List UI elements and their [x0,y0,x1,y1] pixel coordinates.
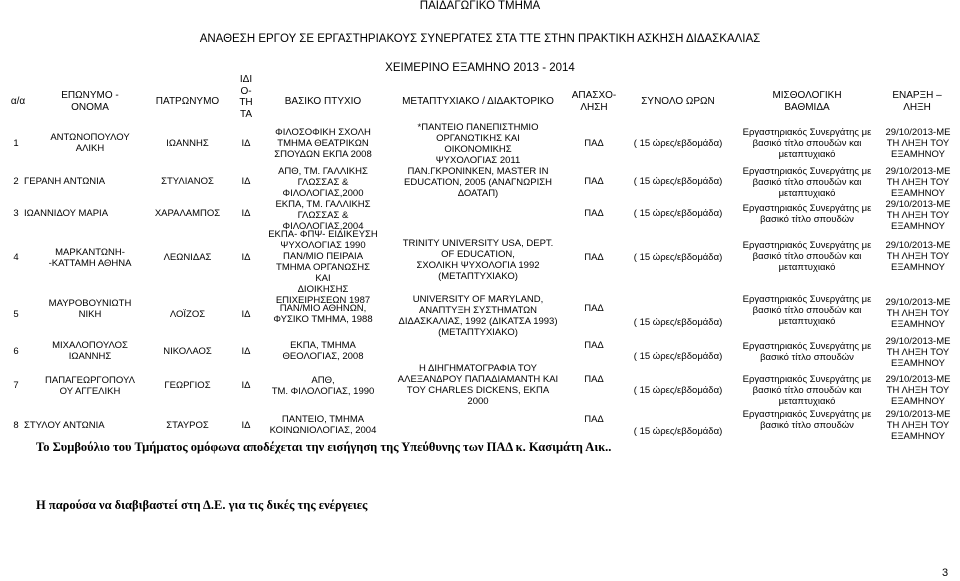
row-grade: Εργαστηριακός Συνεργάτης με βασικό τίτλο σπουδών [742,409,872,431]
document-subtitle: ΑΝΑΘΕΣΗ ΕΡΓΟΥ ΣΕ ΕΡΓΑΣΤΗΡΙΑΚΟΥΣ ΣΥΝΕΡΓΑΤΕΣ ΣΤΑ ΤΤΕ ΣΤΗΝ ΠΡΑΚΤΙΚΗ ΑΣΚΗΣΗ ΔΙΔΑΣΚΑΛΙΑΣ [199,33,761,45]
row-grade: Εργαστηριακός Συνεργάτης με βασικό τίτλο σπουδών και μεταπτυχιακό [742,294,872,327]
row-father: ΙΩΑΝΝΗΣ [166,138,209,149]
col-header-idi: ΙΔΙ Ο- ΤΗ ΤΑ [239,74,253,120]
row-grade: Εργαστηριακός Συνεργάτης με βασικό τίτλο σπουδών και μεταπτυχιακό [742,240,872,273]
row-name: ΓΕΡΑΝΗ ΑΝΤΩΝΙΑ [24,176,106,187]
row-father: ΧΑΡΑΛΑΜΠΟΣ [154,208,221,219]
row-employment: ΠΑΔ [584,208,604,219]
semester-title: ΧΕΙΜΕΡΙΝΟ ΕΞΑΜΗΝΟ 2013 - 2014 [385,62,575,74]
row-hours: ( 15 ώρες/εβδομάδα) [633,385,723,396]
row-employment: ΠΑΔ [584,252,604,263]
col-header-master: ΜΕΤΑΠΤΥΧΙΑΚΟ / ΔΙΔΑΚΤΟΡΙΚΟ [402,96,554,107]
row-employment: ΠΑΔ [584,340,604,351]
row-father: ΛΟΪΖΟΣ [169,309,206,320]
row-master: *ΠΑΝΤΕΙΟ ΠΑΝΕΠΙΣΤΗΜΙΟ ΟΡΓΑΝΩΤΙΚΗΣ ΚΑΙ ΟΙΚΟΝΟΜΙΚΗΣ ΨΥΧΟΛΟΓΙΑΣ 2011 [417,122,539,166]
council-decision: Το Συμβούλιο του Τμήματος ομόφωνα αποδέχεται την εισήγηση της Υπεύθυνης των ΠΑΔ κ. Κασιμάτη Αικ.. [36,440,612,454]
row-employment: ΠΑΔ [584,374,604,385]
row-name: ΙΩΑΝΝΙΔΟΥ ΜΑΡΙΑ [24,208,109,219]
row-hours: ( 15 ώρες/εβδομάδα) [633,176,723,187]
row-degree: ΑΠΘ, ΤΜ. ΓΑΛΛΙΚΗΣ ΓΛΩΣΣΑΣ & ΦΙΛΟΛΟΓΙΑΣ,2000 [278,166,368,199]
row-name: ΣΤΥΛΟΥ ΑΝΤΩΝΙΑ [24,420,105,431]
row-start: 29/10/2013-ΜΕ ΤΗ ΛΗΞΗ ΤΟΥ ΕΞΑΜΗΝΟΥ [885,336,951,369]
row-degree: ΕΚΠΑ, ΤΜΗΜΑ ΘΕΟΛΟΓΙΑΣ, 2008 [282,340,364,362]
col-header-aa: α/α [10,96,26,107]
row-grade: Εργαστηριακός Συνεργάτης με βασικό τίτλο σπουδών και μεταπτυχιακό [742,374,872,407]
row-idi: ΙΔ [241,252,251,263]
row-father: ΛΕΩΝΙΔΑΣ [163,252,212,263]
row-employment: ΠΑΔ [584,176,604,187]
row-hours: ( 15 ώρες/εβδομάδα) [633,208,723,219]
row-degree: ΑΠΘ, ΤΜ. ΦΙΛΟΛΟΓΙΑΣ, 1990 [271,375,375,397]
row-grade: Εργαστηριακός Συνεργάτης με βασικό τίτλο σπουδών [742,203,872,225]
row-start: 29/10/2013-ΜΕ ΤΗ ΛΗΞΗ ΤΟΥ ΕΞΑΜΗΝΟΥ [885,374,951,407]
row-number: 2 [13,176,19,187]
row-start: 29/10/2013-ΜΕ ΤΗ ΛΗΞΗ ΤΟΥ ΕΞΑΜΗΝΟΥ [885,199,951,232]
row-hours: ( 15 ώρες/εβδομάδα) [633,426,723,437]
row-grade: Εργαστηριακός Συνεργάτης με βασικό τίτλο σπουδών [742,341,872,363]
row-father: ΓΕΩΡΓΙΟΣ [164,380,211,391]
row-number: 5 [13,309,19,320]
row-employment: ΠΑΔ [584,303,604,314]
col-header-father: ΠΑΤΡΩΝΥΜΟ [155,96,220,107]
page-number: 3 [942,567,949,579]
col-header-degree: ΒΑΣΙΚΟ ΠΤΥΧΙΟ [284,96,362,107]
col-header-name: ΕΠΩΝΥΜΟ - ΟΝΟΜΑ [61,90,119,113]
row-grade: Εργαστηριακός Συνεργάτης με βασικό τίτλο σπουδών και μεταπτυχιακό [742,127,872,160]
row-name: ΠΑΠΑΓΕΩΡΓΟΠΟΥΛ ΟΥ ΑΓΓΕΛΙΚΗ [45,375,135,397]
row-degree: ΠΑΝ/ΜΙΟ ΑΘΗΝΩΝ, ΦΥΣΙΚΟ ΤΜΗΜΑ, 1988 [273,303,373,325]
row-hours: ( 15 ώρες/εβδομάδα) [633,351,723,362]
department-title: ΠΑΙΔΑΓΩΓΙΚΟ ΤΜΗΜΑ [419,0,541,12]
row-employment: ΠΑΔ [584,414,604,425]
row-number: 1 [13,138,19,149]
row-start: 29/10/2013-ΜΕ ΤΗ ΛΗΞΗ ΤΟΥ ΕΞΑΜΗΝΟΥ [885,240,951,273]
col-header-hours: ΣΥΝΟΛΟ ΩΡΩΝ [641,96,715,107]
row-master: UNIVERSITY OF MARYLAND, ΑΝΑΠΤΥΞΗ ΣΥΣΤΗΜΑΤΩΝ ΔΙΔΑΣΚΑΛΙΑΣ, 1992 (ΔΙΚΑΤΣΑ 1993) (ΜΕΤΑΠΤΥΧΙΑΚΟ) [398,294,558,338]
row-start: 29/10/2013-ΜΕ ΤΗ ΛΗΞΗ ΤΟΥ ΕΞΑΜΗΝΟΥ [885,127,951,160]
row-number: 7 [13,380,19,391]
row-hours: ( 15 ώρες/εβδομάδα) [633,138,723,149]
row-start: 29/10/2013-ΜΕ ΤΗ ΛΗΞΗ ΤΟΥ ΕΞΑΜΗΝΟΥ [885,409,951,442]
row-hours: ( 15 ώρες/εβδομάδα) [633,252,723,263]
row-idi: ΙΔ [241,346,251,357]
row-idi: ΙΔ [241,138,251,149]
row-idi: ΙΔ [241,380,251,391]
row-idi: ΙΔ [241,176,251,187]
row-employment: ΠΑΔ [584,138,604,149]
row-number: 3 [13,208,19,219]
row-idi: ΙΔ [241,309,251,320]
row-degree: ΕΚΠΑ- ΦΠΨ- ΕΙΔΙΚΕΥΣΗ ΨΥΧΟΛΟΓΙΑΣ 1990 ΠΑΝ/ΜΙΟ ΠΕΙΡΑΙΑ ΤΜΗΜΑ ΟΡΓΑΝΩΣΗΣ ΚΑΙ ΔΙΟΙΚΗΣΗΣ ΕΠΙΧΕΙΡΗΣΕΩΝ 1987 [268,229,378,306]
row-name: ΜΙΧΑΛΟΠΟΥΛΟΣ ΙΩΑΝΝΗΣ [52,340,128,362]
row-number: 8 [13,420,19,431]
row-number: 4 [13,252,19,263]
row-master: Η ΔΙΗΓΗΜΑΤΟΓΡΑΦΙΑ ΤΟΥ ΑΛΕΞΑΝΔΡΟΥ ΠΑΠΑΔΙΑΜΑΝΤΗ ΚΑΙ ΤΟΥ CHARLES DICKENS, ΕΚΠΑ 2000 [397,363,559,407]
row-grade: Εργαστηριακός Συνεργάτης με βασικό τίτλο σπουδών και μεταπτυχιακό [742,166,872,199]
row-father: ΣΤΑΥΡΟΣ [166,420,209,431]
row-degree: ΠΑΝΤΕΙΟ, ΤΜΗΜΑ ΚΟΙΝΩΝΙΟΛΟΓΙΑΣ, 2004 [269,414,377,436]
row-idi: ΙΔ [241,420,251,431]
col-header-employment: ΑΠΑΣΧΟ- ΛΗΣΗ [571,90,617,113]
col-header-grade: ΜΙΣΘΟΛΟΓΙΚΗ ΒΑΘΜΙΔΑ [772,90,842,113]
row-start: 29/10/2013-ΜΕ ΤΗ ΛΗΞΗ ΤΟΥ ΕΞΑΜΗΝΟΥ [885,166,951,199]
row-degree: ΦΙΛΟΣΟΦΙΚΗ ΣΧΟΛΗ ΤΜΗΜΑ ΘΕΑΤΡΙΚΩΝ ΣΠΟΥΔΩΝ ΕΚΠΑ 2008 [274,127,372,160]
row-father: ΝΙΚΟΛΑΟΣ [163,346,212,357]
forwarding-note: Η παρούσα να διαβιβαστεί στη Δ.Ε. για τις δικές της ενέργειες [36,498,368,512]
row-number: 6 [13,346,19,357]
row-start: 29/10/2013-ΜΕ ΤΗ ΛΗΞΗ ΤΟΥ ΕΞΑΜΗΝΟΥ [885,297,951,330]
row-name: ΜΑΥΡΟΒΟΥΝΙΩΤΗ ΝΙΚΗ [48,298,132,320]
col-header-start: ΕΝΑΡΞΗ – ΛΗΞΗ [892,90,942,113]
row-degree: ΕΚΠΑ, ΤΜ. ΓΑΛΛΙΚΗΣ ΓΛΩΣΣΑΣ & ΦΙΛΟΛΟΓΙΑΣ,2004 [275,199,371,232]
row-master: ΠΑΝ.ΓΚΡΟΝΙΝΚΕΝ, MASTER IN EDUCATION, 2005 (ΑΝΑΓΝΩΡΙΣΗ ΔΟΑΤΑΠ) [404,166,552,199]
row-name: ΜΑΡΚΑΝΤΩΝΗ- -ΚΑΤΤΑΜΗ ΑΘΗΝΑ [48,247,132,269]
row-master: TRINITY UNIVERSITY USA, DEPT. OF EDUCATION, ΣΧΟΛΙΚΗ ΨΥΧΟΛΟΓΙΑ 1992 (ΜΕΤΑΠΤΥΧΙΑΚΟ) [402,238,554,282]
row-hours: ( 15 ώρες/εβδομάδα) [633,317,723,328]
row-name: ΑΝΤΩΝΟΠΟΥΛΟΥ ΑΛΙΚΗ [50,132,130,154]
row-father: ΣΤΥΛΙΑΝΟΣ [161,176,214,187]
row-idi: ΙΔ [241,208,251,219]
